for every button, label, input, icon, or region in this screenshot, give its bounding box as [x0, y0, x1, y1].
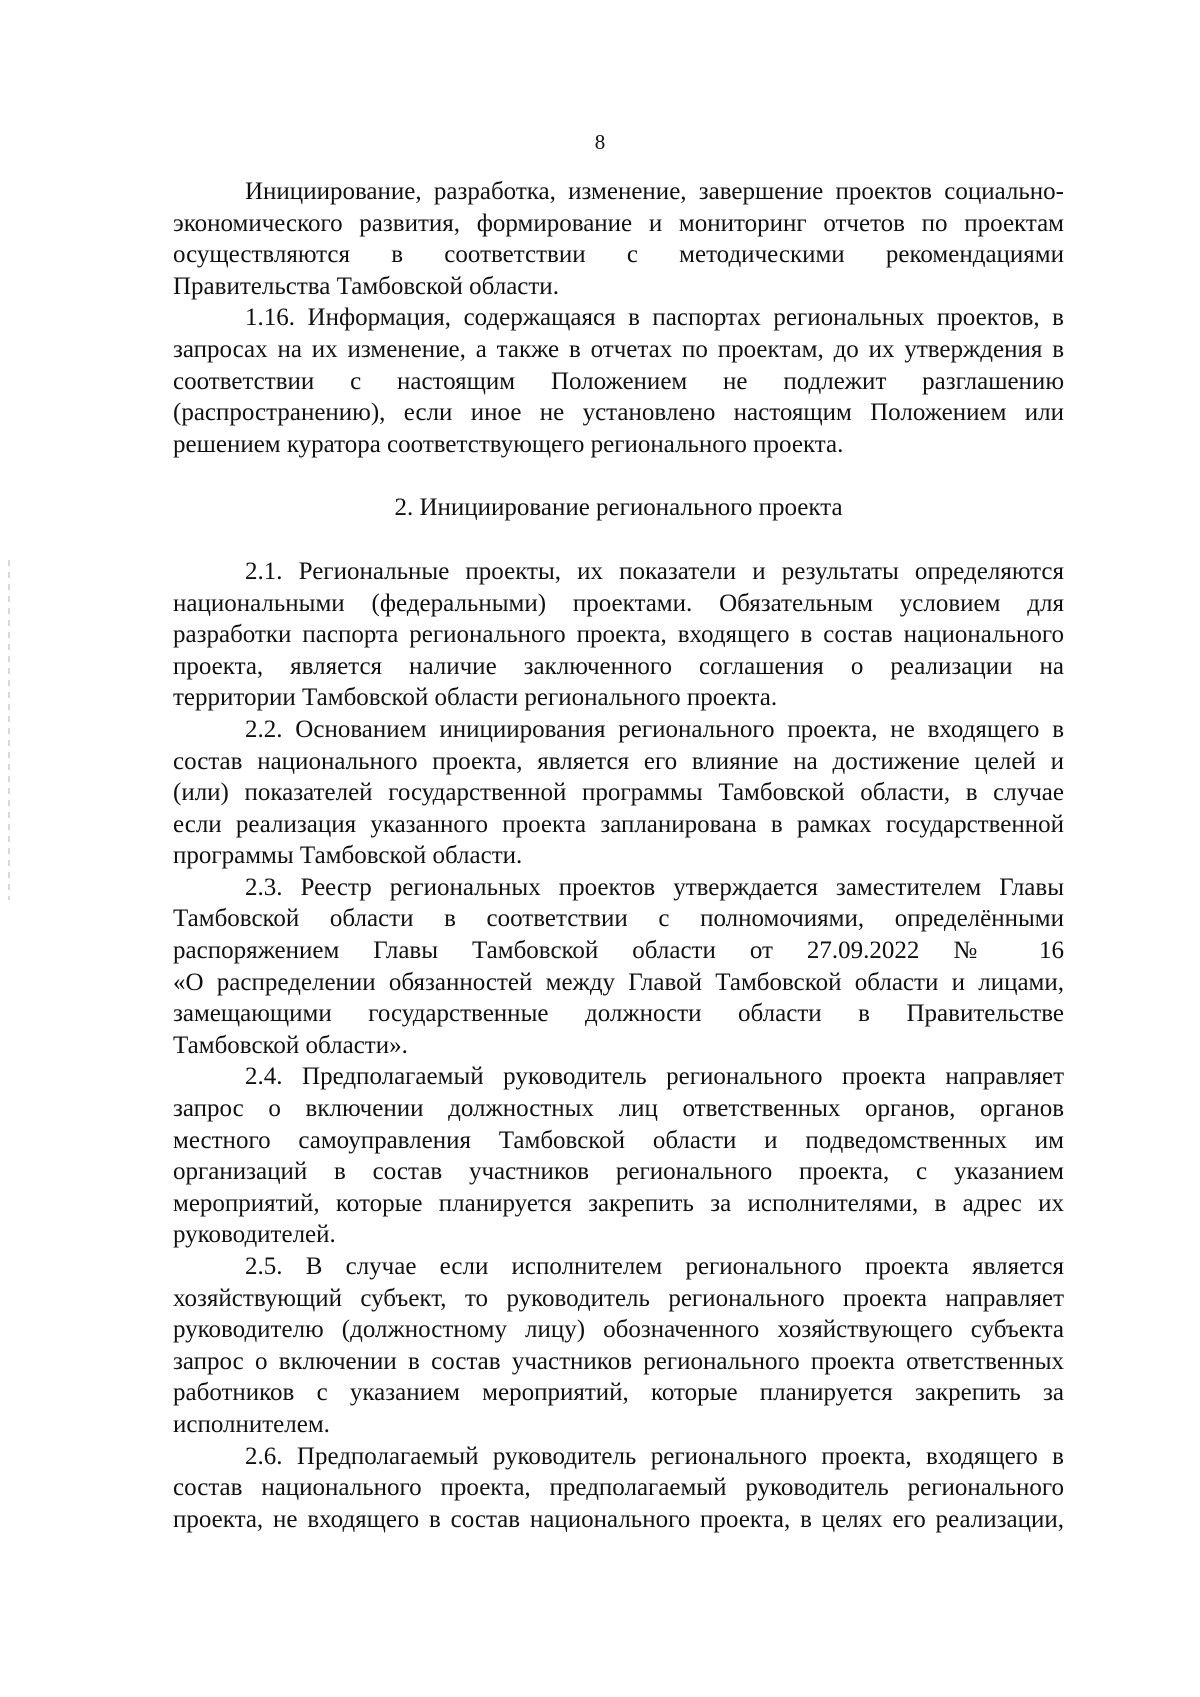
text-line: 2.5. В случае если исполнителем регионального проекта является — [245, 1253, 1064, 1280]
text-line: (распространению), если иное не установлено настоящим Положением или — [173, 399, 1064, 427]
text-line: 2.3. Реестр региональных проектов утверждается заместителем Главы — [245, 873, 1064, 901]
scan-margin-mark — [8, 560, 10, 900]
text-line: исполнителем. — [173, 1410, 330, 1438]
text-line: экономического развития, формирование и мониторинг отчетов по проектам — [173, 209, 1064, 237]
paragraph — [173, 872, 1064, 1062]
section-heading: 2. Инициирование регионального проекта — [394, 494, 843, 522]
document-body — [173, 176, 1064, 1535]
paragraphs-after-heading — [173, 556, 1064, 1535]
text-line: распоряжением Главы Тамбовской области от 27.09.2022 № 16 — [173, 937, 1064, 965]
text-line: 2.4. Предполагаемый руководитель регионального проекта направляет — [245, 1063, 1064, 1091]
paragraph — [173, 714, 1064, 872]
text-line: руководителей. — [173, 1221, 336, 1249]
paragraph — [173, 302, 1064, 460]
paragraph — [173, 1251, 1064, 1441]
text-line: осуществляются в соответствии с методическими рекомендациями — [173, 241, 1064, 269]
text-line: руководителю (должностному лицу) обозначенного хозяйствующего субъекта — [173, 1316, 1064, 1344]
text-line: Тамбовской области в соответствии с полномочиями, определёнными — [173, 905, 1064, 933]
paragraph — [173, 1061, 1064, 1251]
text-line: запрос о включении в состав участников регионального проекта ответственных — [173, 1347, 1064, 1375]
text-line: мероприятий, которые планируется закрепить за исполнителями, в адрес их — [173, 1189, 1064, 1217]
text-line: программы Тамбовской области. — [173, 842, 523, 870]
text-line: Правительства Тамбовской области. — [173, 272, 559, 300]
text-line: проекта, не входящего в состав национального проекта, в целях его реализации, — [173, 1505, 1064, 1533]
text-line: территории Тамбовской области регионального проекта. — [173, 684, 778, 712]
text-line: национальными (федеральными) проектами. Обязательным условием для — [173, 589, 1064, 617]
text-line: решением куратора соответствующего регионального проекта. — [173, 430, 844, 458]
text-line: организаций в состав участников регионального проекта, с указанием — [173, 1158, 1064, 1186]
text-line: состав национального проекта, является его влияние на достижение целей и — [173, 747, 1064, 775]
text-line: 2.6. Предполагаемый руководитель регионального проекта, входящего в — [245, 1442, 1064, 1470]
paragraphs-before-heading — [173, 176, 1064, 460]
text-line: хозяйствующий субъект, то руководитель регионального проекта направляет — [173, 1284, 1064, 1312]
text-line: 2.2. Основанием инициирования регионального проекта, не входящего в — [245, 715, 1064, 743]
text-line: (или) показателей государственной программы Тамбовской области, в случае — [173, 779, 1064, 807]
text-line: 1.16. Информация, содержащаяся в паспортах региональных проектов, в — [245, 304, 1064, 332]
text-line: Тамбовской области». — [173, 1031, 408, 1059]
paragraph — [173, 176, 1064, 302]
text-line: разработки паспорта регионального проекта, входящего в состав национального — [173, 621, 1064, 649]
text-line: запрос о включении должностных лиц ответственных органов, органов — [173, 1095, 1064, 1123]
text-line: работников с указанием мероприятий, которые планируется закрепить за — [173, 1379, 1064, 1407]
text-line: состав национального проекта, предполагаемый руководитель регионального — [173, 1474, 1064, 1502]
paragraph — [173, 556, 1064, 714]
text-line: «О распределении обязанностей между Главой Тамбовской области и лицами, — [173, 968, 1064, 996]
page-number: 8 — [594, 130, 606, 154]
text-line: запросах на их изменение, а также в отчетах по проектам, до их утверждения в — [173, 335, 1064, 363]
text-line: замещающими государственные должности области в Правительстве — [173, 1000, 1064, 1028]
paragraph — [173, 1441, 1064, 1536]
text-line: проекта, является наличие заключенного соглашения о реализации на — [173, 652, 1064, 680]
text-line: Инициирование, разработка, изменение, завершение проектов социально- — [245, 178, 1064, 205]
text-line: местного самоуправления Тамбовской области и подведомственных им — [173, 1126, 1064, 1154]
text-line: если реализация указанного проекта запланирована в рамках государственной — [173, 810, 1064, 838]
text-line: соответствии с настоящим Положением не подлежит разглашению — [173, 367, 1064, 395]
text-line: 2.1. Региональные проекты, их показатели и результаты определяются — [245, 557, 1064, 585]
